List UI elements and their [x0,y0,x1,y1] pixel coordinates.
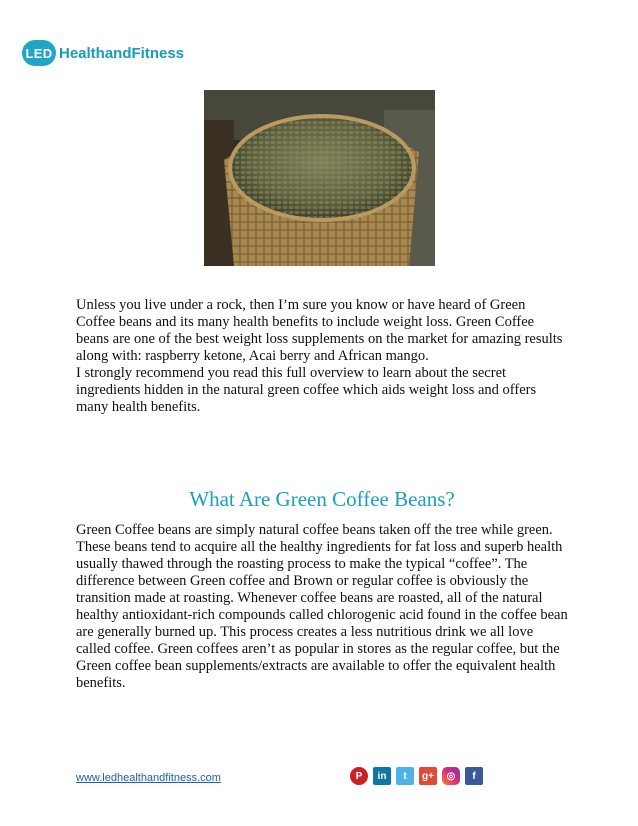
footer-website-link[interactable]: www.ledhealthandfitness.com [76,772,221,784]
logo-text: HealthandFitness [59,44,185,62]
section-paragraph: Green Coffee beans are simply natural coffee beans taken off the tree while green. These beans tend to acquire all the healthy ingredients for fat loss and superb health usually thawed through the roasting process to make the typical “coffee”. The difference between Green coffee and Brown or regular coffee is obviously the transition made at roasting. Whenever coffee beans are roasted, all of the natural healthy antioxidant-rich compounds called chlorogenic acid found in the coffee bean are generally burned up. This process creates a less nutritious drink we all love called coffee. Green coffees aren’t as popular in stores as the regular coffee, but the Green coffee bean supplements/extracts are available to offer the equivalent health benefits. [76,522,568,691]
site-logo[interactable] [22,40,184,66]
twitter-icon[interactable]: t [396,767,414,785]
instagram-icon[interactable]: ◎ [442,767,460,785]
google-plus-icon[interactable]: g+ [419,767,437,785]
social-icons [350,767,483,785]
linkedin-icon[interactable]: in [373,767,391,785]
intro-paragraph: Unless you live under a rock, then I’m sure you know or have heard of Green Coffee beans and its many health benefits to include weight loss. Green Coffee beans are one of the best weight loss supplements on the market for amazing results along with: raspberry ketone, Acai berry and African mango. I strongly recommend you read this full overview to learn about the secret ingredients hidden in the natural green coffee which aids weight loss and offers many health benefits. [76,297,563,415]
pinterest-icon[interactable]: P [350,767,368,785]
section-heading: What Are Green Coffee Beans? [189,487,455,511]
facebook-icon[interactable]: f [465,767,483,785]
logo-badge: LED [22,40,56,66]
hero-image-green-coffee-beans [204,90,435,266]
